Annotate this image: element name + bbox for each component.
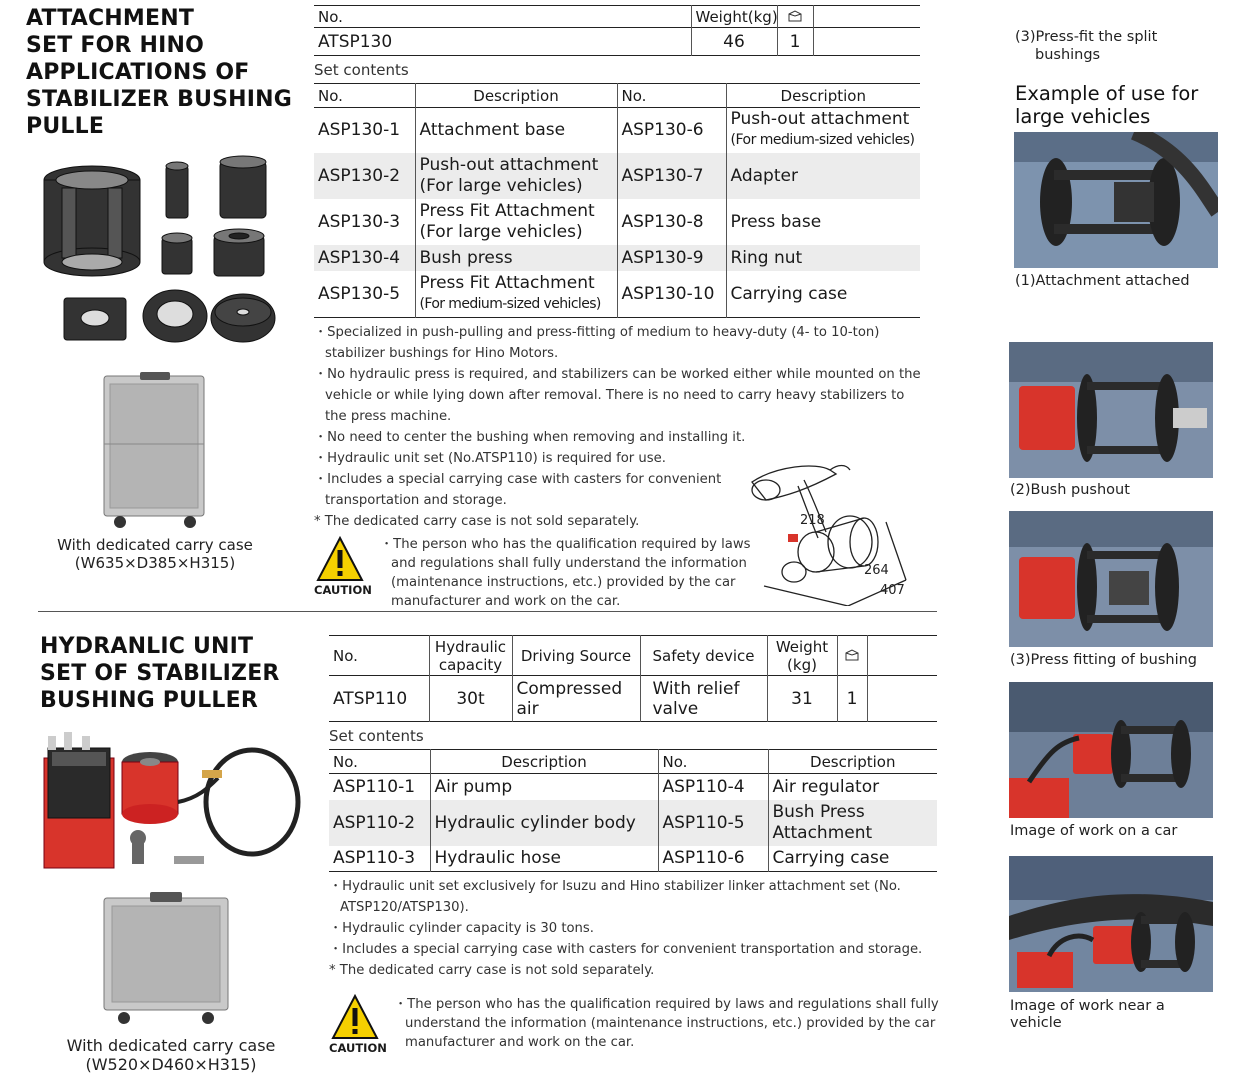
note-item: * The dedicated carry case is not sold separately. <box>329 963 655 978</box>
attachment-attached-photo <box>1014 132 1218 268</box>
set-contents-label-1: Set contents <box>314 61 409 79</box>
part-no: ASP130-7 <box>617 153 726 199</box>
spec-qty: 1 <box>777 28 813 56</box>
contents-header-row <box>329 750 937 774</box>
part-description: Ring nut <box>726 245 920 271</box>
part-description-sub: (For medium-sized vehicles) <box>419 295 601 312</box>
atsp110-spec-table <box>329 635 937 722</box>
spec-header-capacity-line: capacity <box>438 655 503 674</box>
attachment-parts-photo <box>38 148 278 348</box>
example-title-line: Example of use for <box>1015 82 1199 105</box>
set-contents-label-2: Set contents <box>329 727 424 745</box>
sidebar-caption: (3)Press fitting of bushing <box>1010 652 1197 668</box>
note-item: * The dedicated carry case is not sold separately. <box>314 514 640 529</box>
table-row <box>329 774 937 800</box>
press-fitting-photo <box>1009 511 1213 647</box>
contents-header-no: No. <box>329 750 430 774</box>
part-description-sub: (For medium-sized vehicles) <box>730 132 915 149</box>
part-description-sub: (For large vehicles) <box>419 221 583 242</box>
note-item: ・Hydraulic unit set (No.ATSP110) is required for use. <box>314 451 666 466</box>
note-item: ・Hydraulic unit set exclusively for Isuzu and Hino stabilizer linker attachment set (No. ATSP120/ATSP130). <box>329 879 901 915</box>
spec-qty: 1 <box>837 676 867 722</box>
section1-title-line: APPLICATIONS OF <box>26 60 250 85</box>
spec-driving <box>512 676 640 722</box>
table-row <box>314 245 920 271</box>
part-description-line: Push-out attachment <box>419 154 599 175</box>
part-description-line: Push-out attachment <box>730 109 910 130</box>
spec-header-no: No. <box>329 636 429 676</box>
part-no: ASP110-5 <box>658 800 768 846</box>
contents-header-description: Description <box>415 84 617 108</box>
spec-driving-line: air <box>516 698 539 719</box>
part-description: Carrying case <box>726 271 920 318</box>
note-item: ・No hydraulic press is required, and stabilizers can be worked either while mounted on the vehicle or while lying down after removal. There is no need to carry heavy stabilizers to the press machine. <box>314 367 921 424</box>
spec-header-weight: Weight(kg) <box>691 6 777 28</box>
part-description <box>768 800 937 846</box>
part-no: ASP130-9 <box>617 245 726 271</box>
sidebar-top-caption-line: (3)Press-fit the split <box>1015 29 1158 45</box>
section2-title-line: SET OF STABILIZER <box>40 661 280 686</box>
part-description: Carrying case <box>768 846 937 872</box>
part-description-line: Press Fit Attachment <box>419 200 595 221</box>
part-no: ASP130-1 <box>318 120 401 141</box>
sidebar-caption: (1)Attachment attached <box>1015 273 1190 289</box>
carry-case-1-caption-line: With dedicated carry case <box>57 536 253 554</box>
contents-header-no: No. <box>658 750 768 774</box>
note-item: ・No need to center the bushing when removing and installing it. <box>314 430 746 445</box>
part-no: ASP130-5 <box>318 283 401 304</box>
example-title-line: large vehicles <box>1015 105 1151 128</box>
part-no: ASP130-3 <box>318 211 401 232</box>
caution-label-1: CAUTION <box>314 583 372 597</box>
part-description: Air regulator <box>768 774 937 800</box>
section1-title-line: SET FOR HINO <box>26 33 204 58</box>
part-description-line: Bush Press <box>772 801 865 822</box>
note-item: ・Includes a special carrying case with casters for convenient transportation and storage. <box>329 942 923 957</box>
section2-title-line: BUSHING PULLER <box>40 688 258 713</box>
box-icon <box>777 6 813 28</box>
dim-264: 264 <box>864 563 889 578</box>
spec-header-row <box>314 6 920 28</box>
part-description <box>415 199 617 245</box>
contents-header-description: Description <box>768 750 937 774</box>
spec-header-weight <box>767 636 837 676</box>
note-item: ・Includes a special carrying case with casters for convenient transportation and storage. <box>314 472 722 508</box>
part-description: Adapter <box>726 153 920 199</box>
part-description <box>415 153 617 199</box>
part-no: ASP110-4 <box>658 774 768 800</box>
spec-row <box>314 28 920 56</box>
sidebar-last-caption-line: Image of work near a <box>1010 998 1165 1014</box>
table-row <box>314 108 920 153</box>
spec-header-weight-line: Weight <box>775 637 829 656</box>
carry-case-2-caption-line: With dedicated carry case <box>66 1036 276 1055</box>
atsp130-spec-table <box>314 5 920 56</box>
spec-header-capacity-line: Hydraulic <box>434 637 507 656</box>
part-description: Attachment base <box>415 108 617 153</box>
dim-218: 218 <box>800 513 825 528</box>
sidebar-top-caption <box>1015 28 1235 64</box>
contents-header-no: No. <box>314 84 415 108</box>
part-no: ASP130-8 <box>617 199 726 245</box>
carry-case-2-photo <box>100 892 232 1030</box>
part-description: Air pump <box>430 774 658 800</box>
part-no: ASP110-1 <box>333 776 416 797</box>
contents-header-description: Description <box>726 84 920 108</box>
part-description: Hydraulic cylinder body <box>430 800 658 846</box>
sidebar-last-caption <box>1010 998 1165 1032</box>
table-row <box>329 800 937 846</box>
example-title <box>1015 82 1235 128</box>
bush-pushout-photo <box>1009 342 1213 478</box>
sidebar-caption: (2)Bush pushout <box>1010 482 1130 498</box>
spec-header-safety: Safety device <box>640 636 767 676</box>
spec-no: ATSP110 <box>333 688 408 709</box>
spec-safety <box>640 676 767 722</box>
part-description-sub: (For large vehicles) <box>419 175 583 196</box>
spec-header-no: No. <box>314 6 691 28</box>
spec-safety-line: With relief <box>652 678 740 699</box>
caution-text-1: ・The person who has the qualification required by laws and regulations shall fully understand the information (maintenance instructions, etc.) provided by the car manufacturer and work on the car. <box>380 537 751 609</box>
carry-case-1-caption <box>30 536 280 572</box>
section-divider <box>38 611 937 612</box>
sidebar-caption: Image of work on a car <box>1010 823 1178 839</box>
part-description: Bush press <box>415 245 617 271</box>
section1-title-line: PULLE <box>26 114 105 139</box>
atsp110-contents-table <box>329 749 937 872</box>
sidebar-last-caption-line: vehicle <box>1010 1015 1062 1031</box>
carry-case-2-caption-dims: (W520×D460×H315) <box>85 1055 257 1074</box>
spec-header-capacity <box>429 636 512 676</box>
part-no: ASP110-2 <box>333 812 416 833</box>
carry-case-1-caption-dims: (W635×D385×H315) <box>74 554 236 572</box>
spec-driving-line: Compressed <box>516 678 623 699</box>
spec-safety-line: valve <box>652 698 699 719</box>
section1-title-line: STABILIZER BUSHING <box>26 87 293 112</box>
table-row <box>314 199 920 245</box>
work-on-car-photo <box>1009 682 1213 818</box>
spec-weight: 31 <box>767 676 837 722</box>
contents-header-description: Description <box>430 750 658 774</box>
table-row <box>314 271 920 318</box>
carry-case-2-caption <box>46 1036 296 1074</box>
caution-text-2: ・The person who has the qualification required by laws and regulations shall fully understand the information (maintenance instructions, etc.) provided by the car manufacturer and work on the car. <box>394 997 939 1050</box>
section1-title-line: ATTACHMENT <box>26 6 195 31</box>
spec-header-weight-line: (kg) <box>787 655 817 674</box>
caution-icon <box>316 536 364 582</box>
spec-header-driving: Driving Source <box>512 636 640 676</box>
note-item: ・Specialized in push-pulling and press-fitting of medium to heavy-duty (4- to 10-ton) stabilizer bushings for Hino Motors. <box>314 325 880 361</box>
table-row <box>329 846 937 872</box>
part-description <box>726 108 920 153</box>
spec-weight: 46 <box>691 28 777 56</box>
part-no: ASP130-6 <box>617 108 726 153</box>
spec-header-row <box>329 636 937 676</box>
part-description <box>415 271 617 318</box>
part-no: ASP130-10 <box>617 271 726 318</box>
contents-header-no: No. <box>617 84 726 108</box>
part-no: ASP130-4 <box>318 247 401 268</box>
part-description: Hydraulic hose <box>430 846 658 872</box>
section2-title <box>40 633 310 714</box>
hydraulic-unit-photo <box>38 728 306 878</box>
caution-icon <box>331 994 379 1040</box>
table-row <box>314 153 920 199</box>
atsp130-contents-table <box>314 83 920 318</box>
caution-label-2: CAUTION <box>329 1041 387 1055</box>
part-no: ASP110-3 <box>333 848 416 869</box>
sidebar-top-caption-line: bushings <box>1035 47 1101 63</box>
spec-row <box>329 676 937 722</box>
box-icon <box>837 636 867 676</box>
note-item: ・Hydraulic cylinder capacity is 30 tons. <box>329 921 594 936</box>
part-description-line: Press Fit Attachment <box>419 272 595 293</box>
spec-capacity: 30t <box>429 676 512 722</box>
part-no: ASP130-2 <box>318 165 401 186</box>
part-no: ASP110-6 <box>658 846 768 872</box>
dim-407: 407 <box>880 583 905 598</box>
carry-case-1-photo <box>100 372 210 532</box>
contents-header-row <box>314 84 920 108</box>
section2-title-line: HYDRANLIC UNIT <box>40 634 254 659</box>
work-near-vehicle-photo <box>1009 856 1213 992</box>
spec-no: ATSP130 <box>318 31 393 52</box>
section2-notes <box>329 876 929 981</box>
dimension-diagram <box>746 460 936 606</box>
part-description-sub: Attachment <box>772 822 873 843</box>
part-description: Press base <box>726 199 920 245</box>
section1-title <box>26 5 296 140</box>
